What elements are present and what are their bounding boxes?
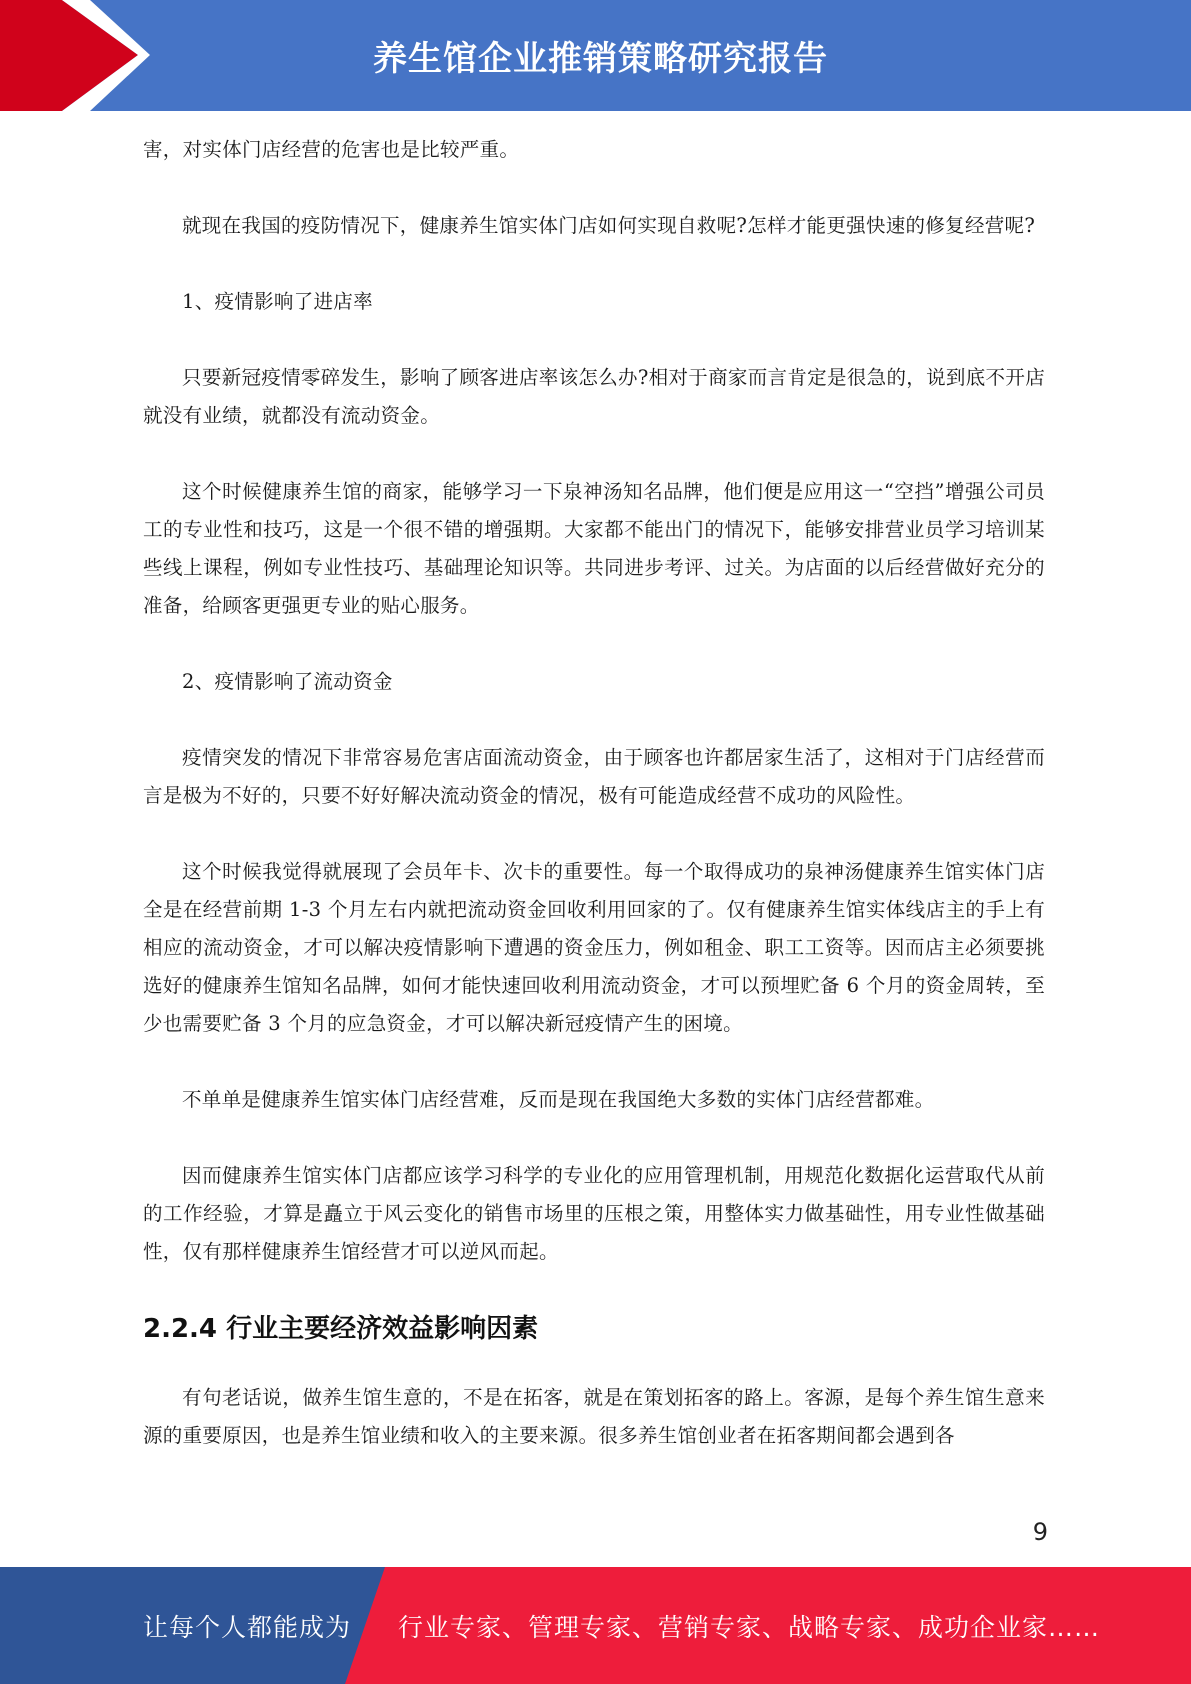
paragraph: 就现在我国的疫防情况下，健康养生馆实体门店如何实现自救呢?怎样才能更强快速的修复经营呢?: [182, 214, 1036, 237]
page-header: [0, 0, 1191, 111]
section-heading: 2.2.4 行业主要经济效益影响因素: [143, 1314, 539, 1344]
paragraph: 不单单是健康养生馆实体门店经营难，反而是现在我国绝大多数的实体门店经营都难。: [182, 1088, 935, 1111]
list-heading: 2、疫情影响了流动资金: [182, 670, 393, 693]
paragraph: 只要新冠疫情零碎发生，影响了顾客进店率该怎么办?相对于商家而言肯定是很急的，说到底不开店就没有业绩，就都没有流动资金。: [143, 366, 1045, 427]
header-chevron-decoration: [0, 0, 160, 111]
paragraph: 这个时候我觉得就展现了会员年卡、次卡的重要性。每一个取得成功的泉神汤健康养生馆实体门店全是在经营前期 1-3 个月左右内就把流动资金回收利用回家的了。仅有健康养生馆实体线店主的手上有相应的流动资金，才可以解决疫情影响下遭遇的资金压力，例如租金、职工工资等。因而店主必须要挑选好的健康养生馆知名品牌，如何才能快速回收利用流动资金，才可以预埋贮备 6 个月的资金周转，至少也需要贮备 3 个月的应急资金，才可以解决新冠疫情产生的困境。: [143, 860, 1045, 1035]
paragraph: 疫情突发的情况下非常容易危害店面流动资金，由于顾客也许都居家生活了，这相对于门店经营而言是极为不好的，只要不好好解决流动资金的情况，极有可能造成经营不成功的风险性。: [143, 746, 1045, 807]
paragraph: 这个时候健康养生馆的商家，能够学习一下泉神汤知名品牌，他们便是应用这一“空挡”增强公司员工的专业性和技巧，这是一个很不错的增强期。大家都不能出门的情况下，能够安排营业员学习培训某些线上课程，例如专业性技巧、基础理论知识等。共同进步考评、过关。为店面的以后经营做好充分的准备，给顾客更强更专业的贴心服务。: [143, 480, 1045, 617]
paragraph: 因而健康养生馆实体门店都应该学习科学的专业化的应用管理机制，用规范化数据化运营取代从前的工作经验，才算是矗立于风云变化的销售市场里的压根之策，用整体实力做基础性，用专业性做基础性，仅有那样健康养生馆经营才可以逆风而起。: [143, 1164, 1045, 1263]
page-number: 9: [1032, 1518, 1048, 1546]
paragraph: 害，对实体门店经营的危害也是比较严重。: [143, 138, 520, 161]
list-heading: 1、疫情影响了进店率: [182, 290, 373, 313]
page-footer: [0, 1567, 1191, 1684]
document-body: [143, 131, 1045, 1493]
footer-slogan-left: 让每个人都能成为: [143, 1612, 352, 1642]
footer-slogan-right: 行业专家、管理专家、营销专家、战略专家、成功企业家……: [398, 1612, 1101, 1642]
header-title: 养生馆企业推销策略研究报告: [373, 39, 828, 79]
paragraph: 有句老话说，做养生馆生意的，不是在拓客，就是在策划拓客的路上。客源，是每个养生馆生意来源的重要原因，也是养生馆业绩和收入的主要来源。很多养生馆创业者在拓客期间都会遇到各: [143, 1386, 1045, 1447]
